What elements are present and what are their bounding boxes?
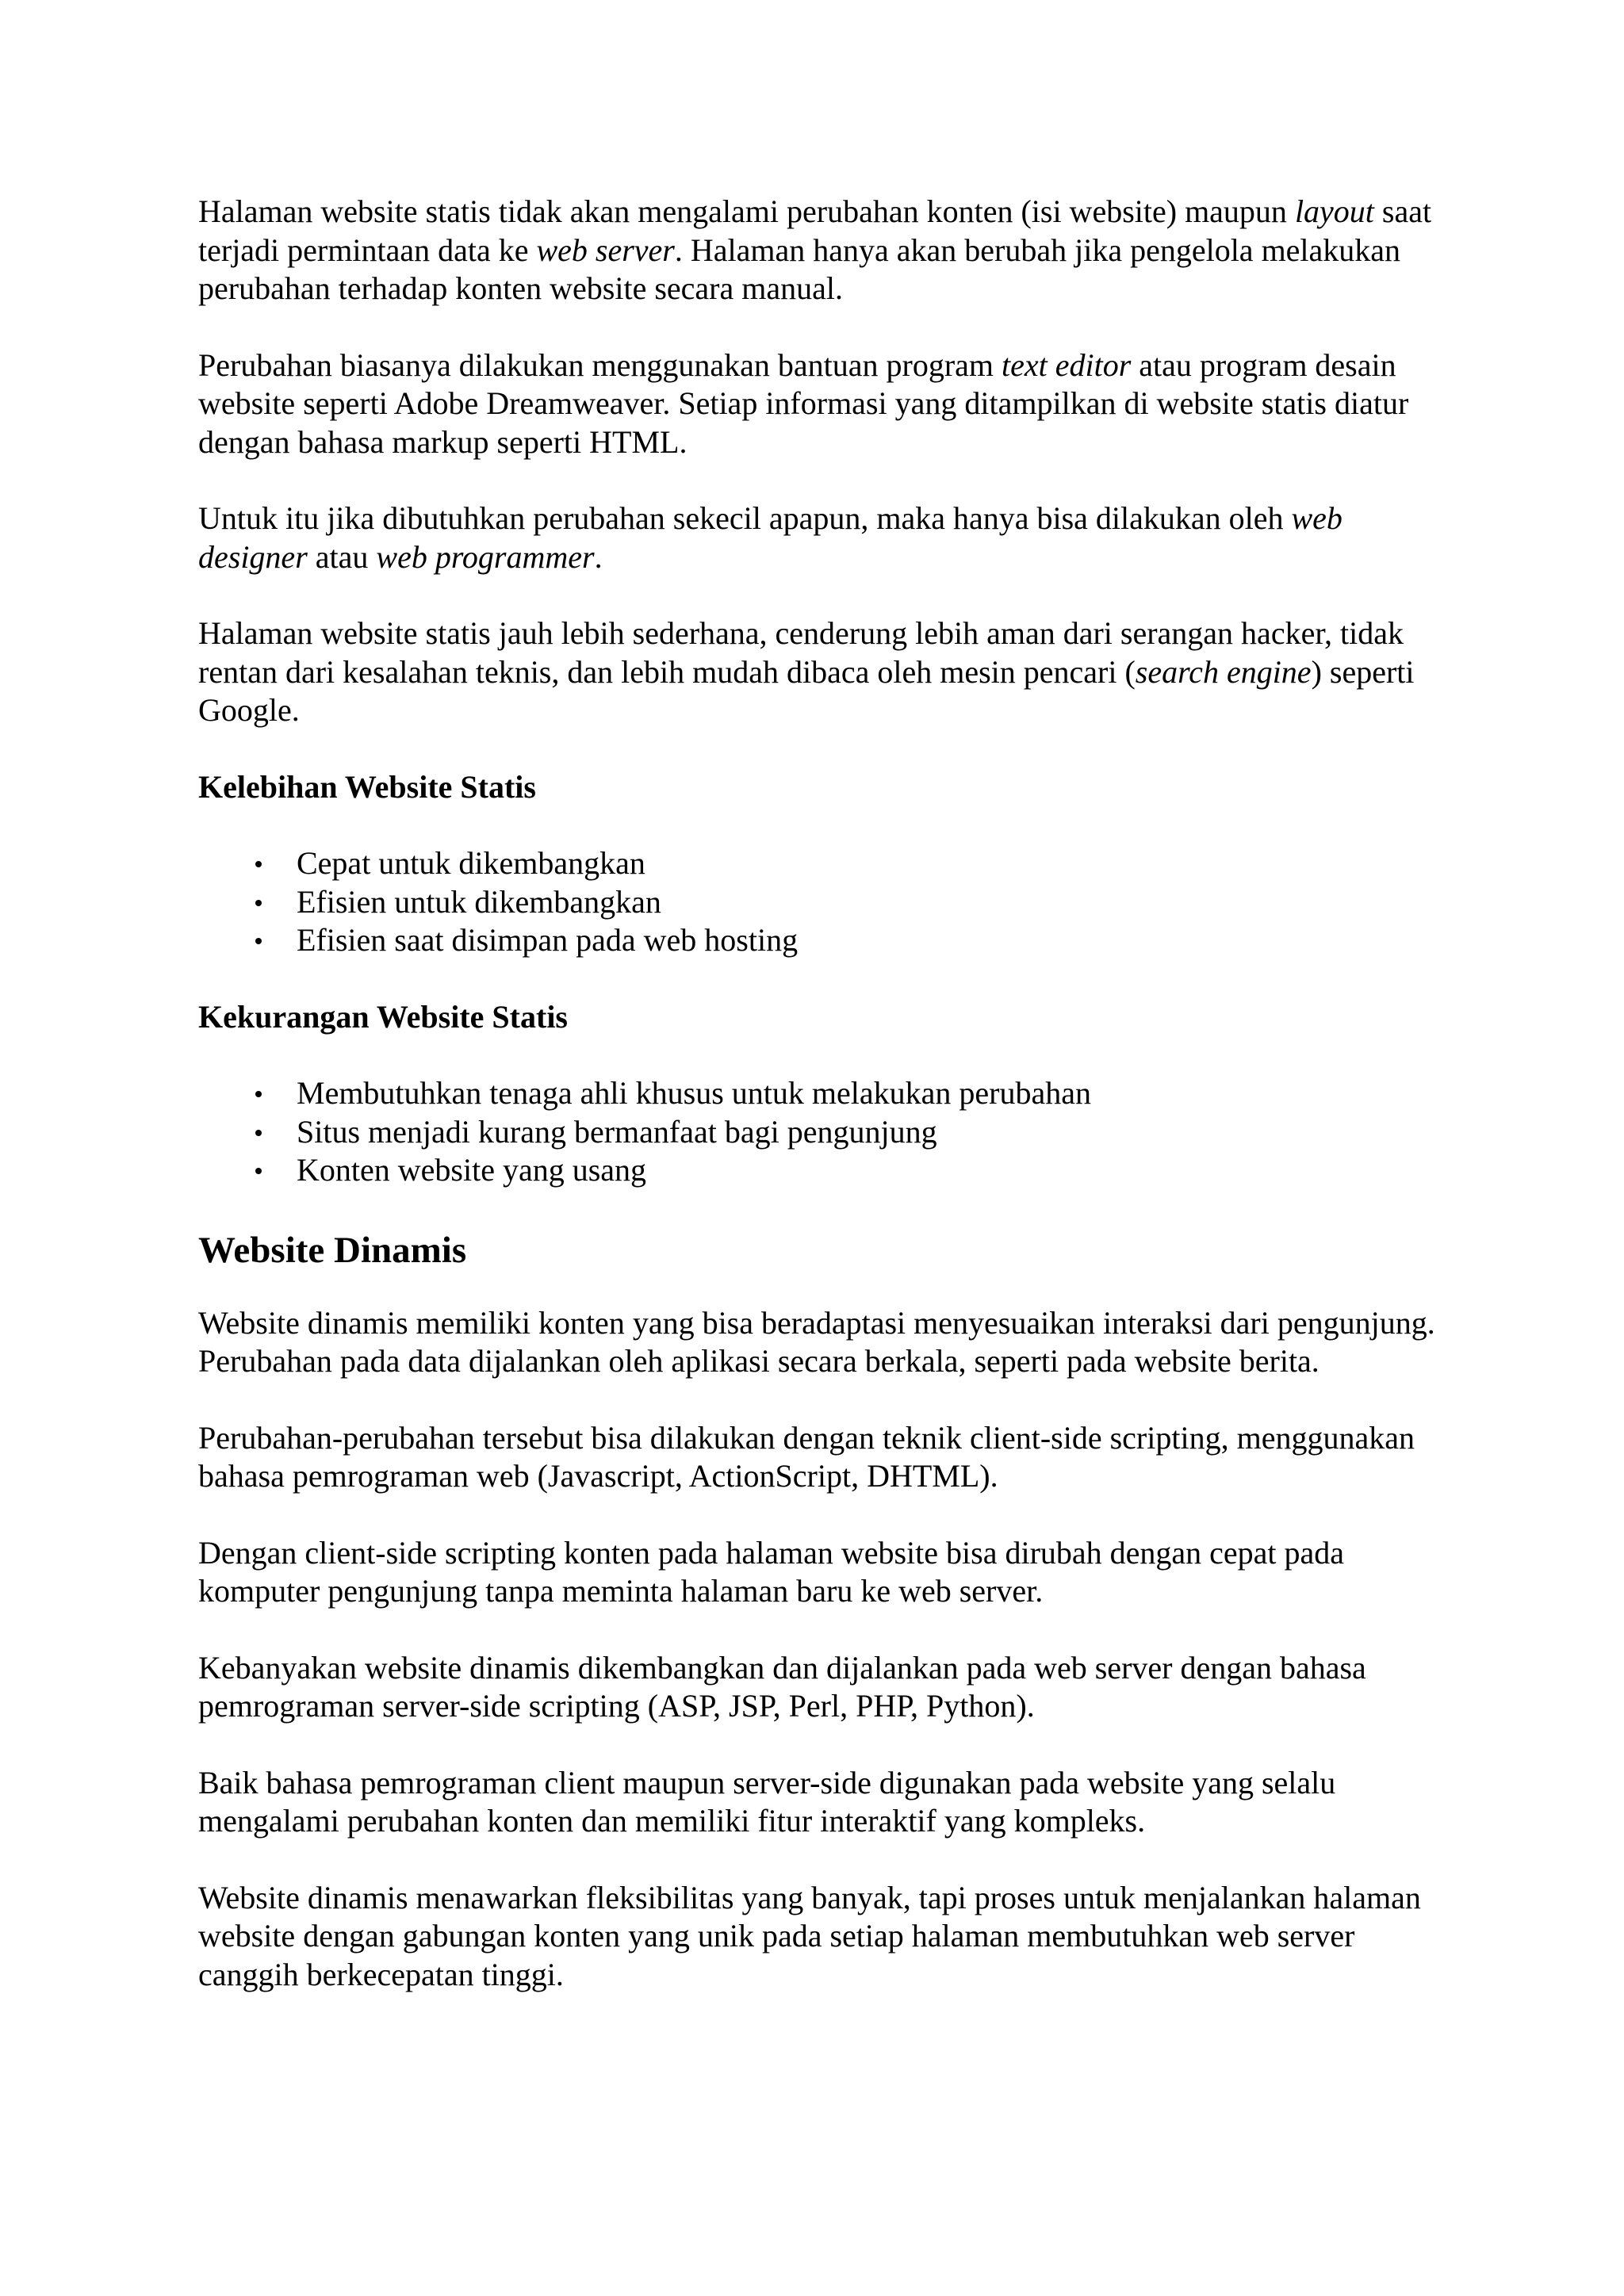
list-item: Membutuhkan tenaga ahli khusus untuk melakukan perubahan — [198, 1074, 1443, 1113]
list-item: Efisien untuk dikembangkan — [198, 883, 1443, 922]
paragraph-static-changes: Untuk itu jika dibutuhkan perubahan sekecil apapun, maka hanya bisa dilakukan oleh web designer atau web programmer. — [198, 500, 1342, 575]
kelebihan-list — [198, 844, 1443, 960]
italic-term: search engine — [1135, 653, 1312, 690]
kelebihan-heading: Kelebihan Website Statis — [198, 768, 536, 805]
paragraph-dinamis: Baik bahasa pemrograman client maupun server-side digunakan pada website yang selalu mengalami perubahan konten dan memiliki fitur interaktif yang kompleks. — [198, 1764, 1336, 1839]
paragraph-dinamis: Kebanyakan website dinamis dikembangkan dan dijalankan pada web server dengan bahasa pemrograman server-side scripting (ASP, JSP, Perl, PHP, Python). — [198, 1649, 1366, 1724]
section-heading-website-dinamis: Website Dinamis — [198, 1229, 467, 1271]
paragraph-dinamis: Perubahan-perubahan tersebut bisa dilakukan dengan teknik client-side scripting, menggunakan bahasa pemrograman web (Javascript, ActionScript, DHTML). — [198, 1419, 1415, 1494]
list-item: Situs menjadi kurang bermanfaat bagi pengunjung — [198, 1113, 1443, 1152]
kekurangan-list — [198, 1074, 1443, 1190]
italic-term: text editor — [1002, 346, 1132, 383]
italic-term: web programmer — [376, 538, 595, 575]
paragraph-static-editing: Perubahan biasanya dilakukan menggunakan bantuan program text editor atau program desain website seperti Adobe Dreamweaver. Setiap informasi yang ditampilkan di website statis diatur dengan bahasa markup seperti HTML. — [198, 346, 1409, 460]
paragraph-static-simpler: Halaman website statis jauh lebih sederhana, cenderung lebih aman dari serangan hacker, tidak rentan dari kesalahan teknis, dan lebih mudah dibaca oleh mesin pencari (search engine) seperti Google. — [198, 615, 1415, 728]
italic-term: layout — [1294, 193, 1374, 229]
list-item: Konten website yang usang — [198, 1151, 1443, 1190]
document-body — [198, 193, 1443, 2032]
paragraph-dinamis: Website dinamis menawarkan fleksibilitas yang banyak, tapi proses untuk menjalankan halaman website dengan gabungan konten yang unik pada setiap halaman membutuhkan web server canggih berkecepatan tinggi. — [198, 1879, 1421, 1992]
paragraph-dinamis: Website dinamis memiliki konten yang bisa beradaptasi menyesuaikan interaksi dari pengunjung. Perubahan pada data dijalankan oleh aplikasi secara berkala, seperti pada website berita. — [198, 1304, 1435, 1379]
list-item: Efisien saat disimpan pada web hosting — [198, 921, 1443, 960]
italic-term: web designer — [198, 500, 1342, 575]
paragraph-dinamis: Dengan client-side scripting konten pada halaman website bisa dirubah dengan cepat pada komputer pengunjung tanpa meminta halaman baru ke web server. — [198, 1534, 1345, 1609]
italic-term: web server — [536, 232, 675, 268]
kekurangan-heading: Kekurangan Website Statis — [198, 998, 568, 1035]
list-item: Cepat untuk dikembangkan — [198, 844, 1443, 883]
paragraph-static-intro: Halaman website statis tidak akan mengalami perubahan konten (isi website) maupun layout saat terjadi permintaan data ke web server. Halaman hanya akan berubah jika pengelola melakukan perubahan terhadap konten website secara manual. — [198, 193, 1432, 306]
